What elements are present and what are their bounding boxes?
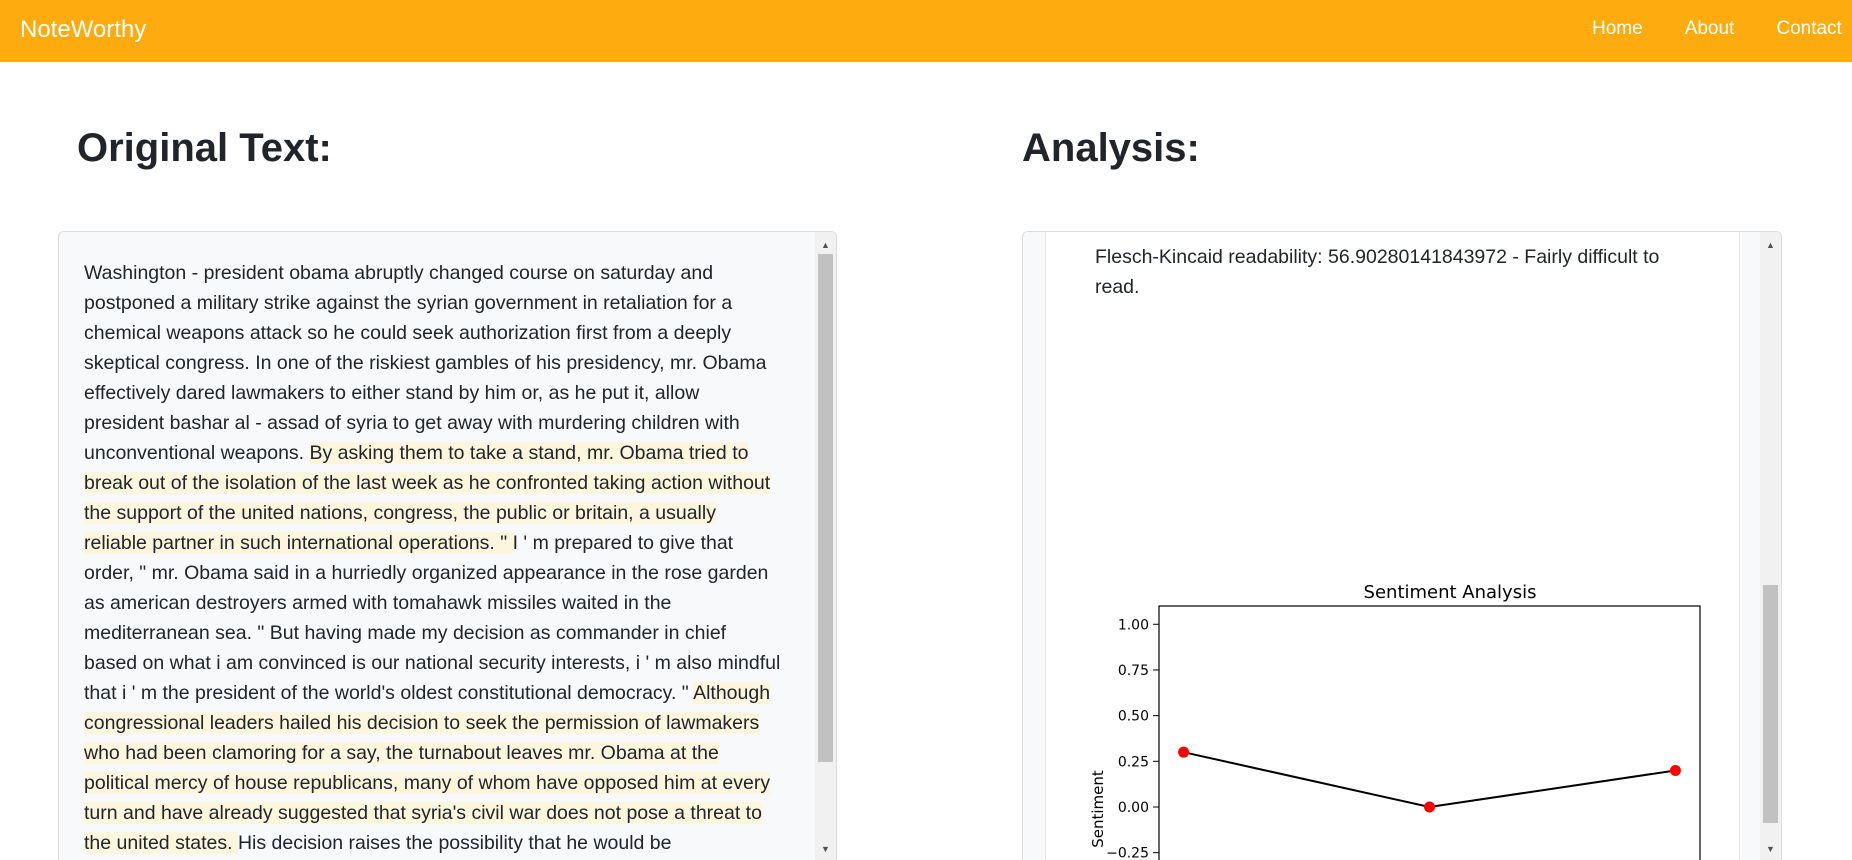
y-tick-label: −0.25 (1106, 845, 1149, 860)
original-scrollbar[interactable] (815, 232, 836, 860)
analysis-scrollbar[interactable] (1760, 232, 1781, 860)
scrollbar-thumb[interactable] (818, 254, 833, 762)
scrollbar-thumb[interactable] (1763, 585, 1778, 823)
chart-title: Sentiment Analysis (1363, 582, 1537, 603)
original-text-heading: Original Text: (77, 126, 332, 170)
nav-about-link[interactable]: About (1684, 18, 1735, 39)
text-segment: I ' m prepared to give that order, " mr. Obama said in a hurriedly organized appearance in the rose garden as american destroyers armed with tomahawk missiles waited in the mediterranean sea. " But having made my decision as commander in chief based on what i am convinced is our national security interests, i ' m also mindful that i ' m the president of the world's oldest constitutional democracy. " (84, 532, 781, 704)
scroll-up-arrow-icon[interactable]: ▲ (1766, 240, 1775, 250)
sentiment-chart (1073, 342, 1733, 860)
brand-logo[interactable]: NoteWorthy (20, 16, 147, 43)
scroll-down-arrow-icon[interactable]: ▼ (1766, 844, 1775, 854)
chart-y-axis-label: Sentiment (1089, 770, 1107, 848)
analysis-heading: Analysis: (1022, 126, 1200, 170)
y-tick-label: 1.00 (1117, 617, 1149, 634)
sentiment-point (1424, 802, 1435, 813)
chart-plot-area (1159, 606, 1700, 860)
nav-links (1592, 18, 1852, 40)
highlighted-segment: Although congressional leaders hailed his decision to seek the permission of lawmakers who had been clamoring for a say, the turnabout leaves mr. Obama at the political mercy of house republicans, many of whom have opposed him at every turn and have already suggested that syria's civil war does not pose a threat to the united states. (84, 682, 771, 854)
sentiment-point (1670, 765, 1681, 776)
navbar (0, 0, 1852, 62)
text-segment: His decision raises the possibility that he would be (237, 832, 672, 854)
original-text-panel[interactable] (58, 231, 837, 860)
y-tick-label: 0.00 (1117, 800, 1149, 816)
analysis-inner-border (1023, 232, 1046, 860)
nav-contact-link[interactable]: Contact (1776, 18, 1842, 39)
analysis-panel[interactable] (1022, 231, 1782, 860)
sentiment-point (1178, 747, 1189, 758)
y-tick-label: 0.75 (1117, 662, 1149, 679)
text-segment: Washington - president obama abruptly changed course on saturday and postponed a military strike against the syrian government in retaliation for a chemical weapons attack so he could seek authorization first from a deeply skeptical congress. In one of the riskiest gambles of his presidency, mr. Obama effectively dared lawmakers to either stand by him or, as he put it, allow president bashar al - assad of syria to get away with murdering children with unconventional weapons. (84, 262, 767, 464)
readability-score: Flesch-Kincaid readability: 56.90280141843972 - Fairly difficult to read. (1095, 246, 1660, 298)
scroll-down-arrow-icon[interactable]: ▼ (821, 844, 830, 854)
original-text-body (84, 258, 784, 858)
y-tick-label: 0.50 (1117, 708, 1149, 725)
y-tick-label: 0.25 (1117, 754, 1149, 771)
nav-home-link[interactable]: Home (1592, 18, 1643, 39)
highlighted-segment: By asking them to take a stand, mr. Obama tried to break out of the isolation of the last week as he confronted taking action without the support of the united nations, congress, the public or britain, a usually reliable partner in such international operations. " (84, 442, 771, 554)
analysis-inner-border (1739, 232, 1760, 860)
scroll-up-arrow-icon[interactable]: ▲ (821, 240, 830, 250)
